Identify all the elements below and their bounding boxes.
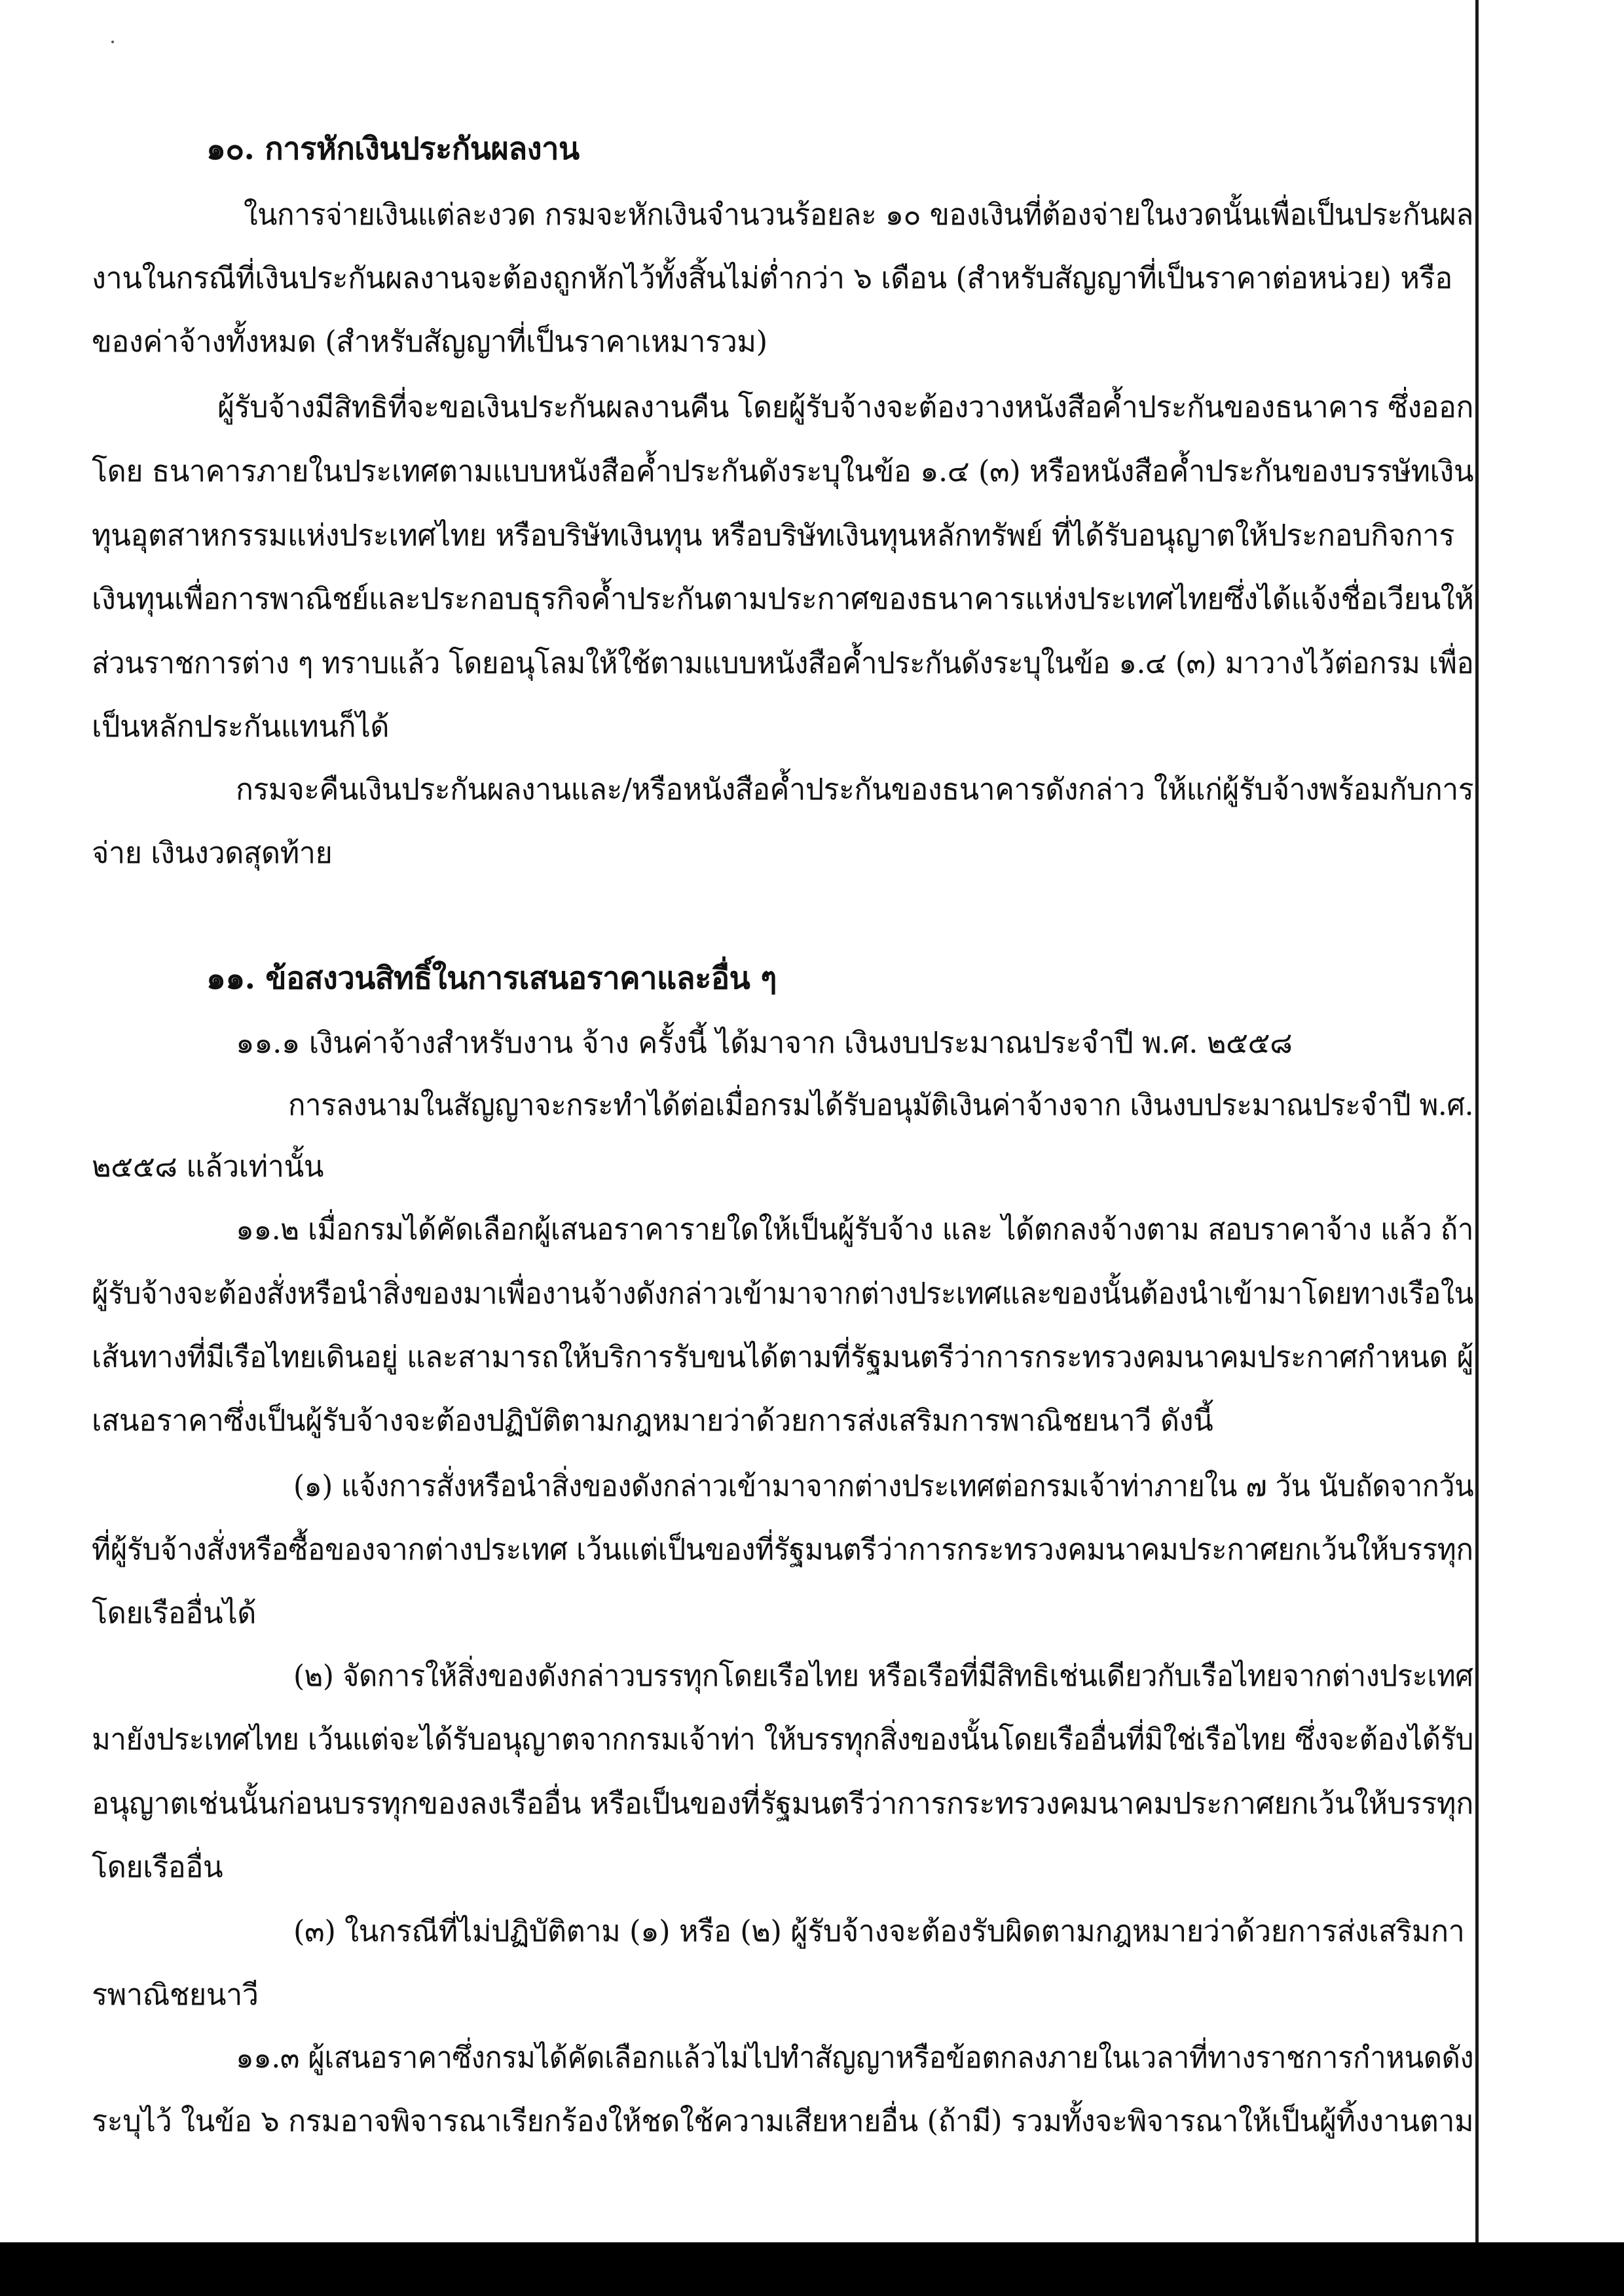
sub-clause-3: (๓) ในกรณีที่ไม่ปฏิบัติตาม (๑) หรือ (๒) ผู้รับจ้างจะต้องรับผิดตามกฎหมายว่าด้วยการส่งเสริมกา [293, 1914, 1465, 1948]
paragraph-line: ของค่าจ้างทั้งหมด (สำหรับสัญญาที่เป็นราคาเหมารวม) [92, 324, 767, 359]
paragraph-line: ทุนอุตสาหกรรมแห่งประเทศไทย หรือบริษัทเงินทุน หรือบริษัทเงินทุนหลักทรัพย์ ที่ได้รับอนุญาตให้ประกอบกิจการ [92, 518, 1454, 553]
paragraph-line: ที่ผู้รับจ้างสั่งหรือซื้อของจากต่างประเทศ เว้นแต่เป็นของที่รัฐมนตรีว่าการกระทรวงคมนาคมประกาศยกเว้นให้บรรทุก [92, 1532, 1473, 1567]
paragraph-line: เสนอราคาซึ่งเป็นผู้รับจ้างจะต้องปฏิบัติตามกฎหมายว่าด้วยการส่งเสริมการพาณิชยนาวี ดังนี้ [92, 1403, 1213, 1438]
paragraph-line: รพาณิชยนาวี [92, 1977, 259, 2012]
paragraph-line: เป็นหลักประกันแทนก็ได้ [92, 709, 390, 744]
paragraph-line: มายังประเทศไทย เว้นแต่จะได้รับอนุญาตจากกรมเจ้าท่า ให้บรรทุกสิ่งของนั้นโดยเรืออื่นที่มิใช่เรือไทย ซึ่งจะต้องได้รับ [92, 1722, 1473, 1757]
paragraph-line: เงินทุนเพื่อการพาณิชย์และประกอบธุรกิจค้ำประกันตามประกาศของธนาคารแห่งประเทศไทยซึ่งได้แจ้งชื่อเวียนให้ [92, 581, 1474, 616]
scan-edge-line [1475, 0, 1479, 2242]
paragraph-line: จ่าย เงินงวดสุดท้าย [92, 835, 333, 870]
clause-11-3: ๑๑.๓ ผู้เสนอราคาซึ่งกรมได้คัดเลือกแล้วไม่ไปทำสัญญาหรือข้อตกลงภายในเวลาที่ทางราชการกำหนดดัง [236, 2040, 1474, 2075]
paragraph-line: กรมจะคืนเงินประกันผลงานและ/หรือหนังสือค้ำประกันของธนาคารดังกล่าว ให้แก่ผู้รับจ้างพร้อมกับการ [236, 772, 1474, 807]
paragraph-line: ผู้รับจ้างมีสิทธิที่จะขอเงินประกันผลงานคืน โดยผู้รับจ้างจะต้องวางหนังสือค้ำประกันของธนาคาร ซึ่งออก [217, 390, 1473, 424]
section-10-heading: ๑๐. การหักเงินประกันผลงาน [206, 131, 580, 167]
paragraph-line: การลงนามในสัญญาจะกระทำได้ต่อเมื่อกรมได้รับอนุมัติเงินค่าจ้างจาก เงินงบประมาณประจำปี พ.ศ. [288, 1087, 1474, 1122]
clause-11-1: ๑๑.๑ เงินค่าจ้างสำหรับงาน จ้าง ครั้งนี้ ได้มาจาก เงินงบประมาณประจำปี พ.ศ. ๒๕๕๘ [236, 1025, 1293, 1060]
paragraph-line: โดยเรืออื่นได้ [92, 1595, 256, 1630]
paragraph-line: ส่วนราชการต่าง ๆ ทราบแล้ว โดยอนุโลมให้ใช้ตามแบบหนังสือค้ำประกันดังระบุในข้อ ๑.๔ (๓) มาวางไว้ต่อกรม เพื่อ [92, 646, 1474, 680]
sub-clause-1: (๑) แจ้งการสั่งหรือนำสิ่งของดังกล่าวเข้ามาจากต่างประเทศต่อกรมเจ้าท่าภายใน ๗ วัน นับถัดจากวัน [293, 1468, 1474, 1503]
paragraph-line: งานในกรณีที่เงินประกันผลงานจะต้องถูกหักไว้ทั้งสิ้นไม่ต่ำกว่า ๖ เดือน (สำหรับสัญญาที่เป็นราคาต่อหน่วย) หรือ [92, 261, 1452, 295]
paragraph-line: โดยเรืออื่น [92, 1850, 223, 1884]
paragraph-line: โดย ธนาคารภายในประเทศตามแบบหนังสือค้ำประกันดังระบุในข้อ ๑.๔ (๓) หรือหนังสือค้ำประกันของบรรษัทเงิน [92, 454, 1474, 488]
scan-bottom-border [0, 2242, 1624, 2296]
sub-clause-2: (๒) จัดการให้สิ่งของดังกล่าวบรรทุกโดยเรือไทย หรือเรือที่มีสิทธิเช่นเดียวกับเรือไทยจากต่างประเทศ [293, 1658, 1473, 1693]
scan-speck [111, 41, 114, 43]
paragraph-line: ๒๕๕๘ แล้วเท่านั้น [92, 1149, 323, 1184]
clause-11-2: ๑๑.๒ เมื่อกรมได้คัดเลือกผู้เสนอราคารายใดให้เป็นผู้รับจ้าง และ ได้ตกลงจ้างตาม สอบราคาจ้าง แล้ว ถ้า [236, 1212, 1474, 1247]
paragraph-line: ในการจ่ายเงินแต่ละงวด กรมจะหักเงินจำนวนร้อยละ ๑๐ ของเงินที่ต้องจ่ายในงวดนั้นเพื่อเป็นประกันผล [244, 197, 1473, 232]
section-11-heading: ๑๑. ข้อสงวนสิทธิ์ในการเสนอราคาและอื่น ๆ [206, 960, 777, 996]
paragraph-line: เส้นทางที่มีเรือไทยเดินอยู่ และสามารถให้บริการรับขนได้ตามที่รัฐมนตรีว่าการกระทรวงคมนาคมประกาศกำหนด ผู้ [92, 1339, 1474, 1374]
paragraph-line: อนุญาตเช่นนั้นก่อนบรรทุกของลงเรืออื่น หรือเป็นของที่รัฐมนตรีว่าการกระทรวงคมนาคมประกาศยกเว้นให้บรรทุก [92, 1786, 1473, 1821]
paragraph-line: ระบุไว้ ในข้อ ๖ กรมอาจพิจารณาเรียกร้องให้ชดใช้ความเสียหายอื่น (ถ้ามี) รวมทั้งจะพิจารณาให้เป็นผู้ทิ้งงานตาม [92, 2104, 1474, 2138]
paragraph-line: ผู้รับจ้างจะต้องสั่งหรือนำสิ่งของมาเพื่องานจ้างดังกล่าวเข้ามาจากต่างประเทศและของนั้นต้องนำเข้ามาโดยทางเรือใน [92, 1276, 1473, 1311]
